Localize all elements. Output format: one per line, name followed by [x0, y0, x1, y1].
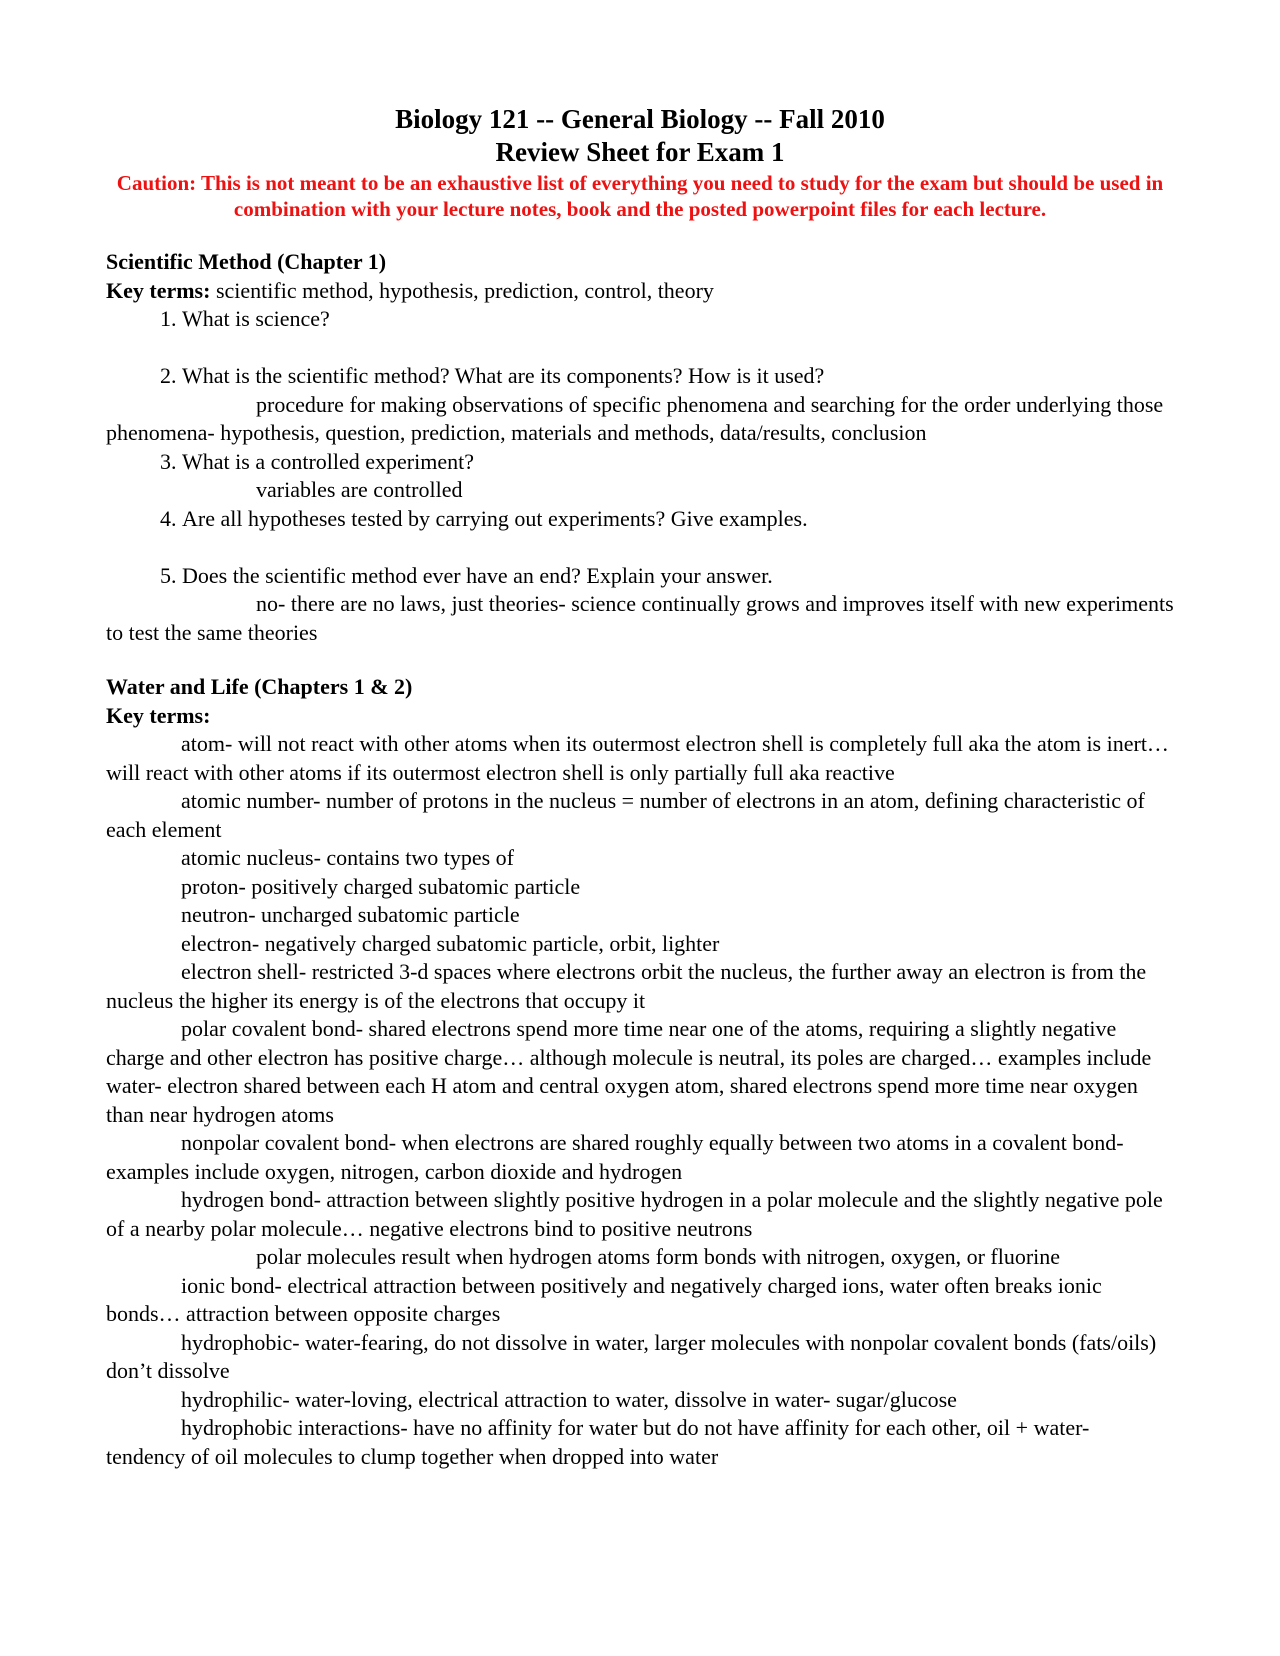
question-text: What is a controlled experiment? [182, 448, 474, 474]
term-atomic-nucleus: atomic nucleus- contains two types of [181, 845, 514, 870]
key-terms-line [106, 277, 1174, 306]
key-terms-label: Key terms: [106, 277, 211, 303]
term-electron: electron- negatively charged subatomic particle, orbit, lighter [181, 930, 720, 956]
term-proton: proton- positively charged subatomic particle [181, 873, 581, 899]
key-terms-list: scientific method, hypothesis, prediction, control, theory [210, 277, 714, 303]
caution-notice: Caution: This is not meant to be an exhaustive list of everything you need to study for the exam but should be used in combination with your lecture notes, book and the posted powerpoint files for each lecture. [116, 171, 1164, 221]
answer-2: procedure for making observations of specific phenomena and searching for the order underlying those phenomena- hypothesis, question, prediction, materials and methods, data/results, conclusion [106, 391, 1164, 445]
question-2 [182, 362, 1174, 391]
question-list [106, 305, 1174, 391]
term-hydrophilic: hydrophilic- water-loving, electrical attraction to water, dissolve in water- sugar/glucose [181, 1386, 957, 1412]
term-nonpolar-covalent-bond: nonpolar covalent bond- when electrons are shared roughly equally between two atoms in a covalent bond- examples include oxygen, nitrogen, carbon dioxide and hydrogen [106, 1130, 1124, 1184]
section-heading-water-and-life: Water and Life (Chapters 1 & 2) [106, 674, 413, 699]
term-polar-covalent-bond: polar covalent bond- shared electrons spend more time near one of the atoms, requiring a slightly negative charge and other electron has positive charge… although molecule is neutral, its poles are charged… examples include water- electron shared between each H atom and central oxygen atom, shared electrons spend more time near oxygen than near hydrogen atoms [106, 1016, 1152, 1127]
question-text: What is the scientific method? What are its components? How is it used? [182, 363, 825, 388]
term-hydrophobic-interactions: hydrophobic interactions- have no affinity for water but do not have affinity for each other, oil + water- tendency of oil molecules to clump together when dropped into water [106, 1415, 1090, 1469]
answer-5: no- there are no laws, just theories- science continually grows and improves itself with new experiments to test the same theories [106, 591, 1174, 645]
term-hydrophobic: hydrophobic- water-fearing, do not dissolve in water, larger molecules with nonpolar covalent bonds (fats/oils) don’t dissolve [106, 1329, 1157, 1383]
question-3 [182, 448, 1174, 477]
document-title: Biology 121 -- General Biology -- Fall 2010 [395, 104, 885, 134]
term-atomic-number: atomic number- number of protons in the nucleus = number of electrons in an atom, defining characteristic of each element [106, 788, 1145, 842]
question-4 [182, 505, 1174, 562]
question-text: Does the scientific method ever have an end? Explain your answer. [182, 562, 773, 588]
term-hydrogen-bond: hydrogen bond- attraction between slightly positive hydrogen in a polar molecule and the slightly negative pole of a nearby polar molecule… negative electrons bind to positive neutrons [106, 1187, 1163, 1241]
term-ionic-bond: ionic bond- electrical attraction between positively and negatively charged ions, water often breaks ionic bonds… attraction between opposite charges [106, 1272, 1102, 1326]
term-hydrogen-bond-note: polar molecules result when hydrogen atoms form bonds with nitrogen, oxygen, or fluorine [256, 1244, 1061, 1269]
key-terms-definitions [106, 730, 1174, 1471]
key-terms-label: Key terms: [106, 702, 211, 728]
question-5 [182, 562, 1174, 591]
answer-3: variables are controlled [256, 477, 463, 502]
section-heading-scientific-method: Scientific Method (Chapter 1) [106, 249, 387, 274]
question-list-cont [106, 448, 1174, 477]
question-text: Are all hypotheses tested by carrying out experiments? Give examples. [182, 505, 808, 531]
term-neutron: neutron- uncharged subatomic particle [181, 902, 520, 927]
document-subtitle: Review Sheet for Exam 1 [495, 137, 785, 167]
question-list-cont-2 [106, 505, 1174, 591]
term-electron-shell: electron shell- restricted 3-d spaces where electrons orbit the nucleus, the further away an electron is from the nucleus the higher its energy is of the electrons that occupy it [106, 959, 1147, 1013]
term-atom: atom- will not react with other atoms when its outermost electron shell is completely full aka the atom is inert… will react with other atoms if its outermost electron shell is only partially full aka reactive [106, 731, 1169, 785]
question-1 [182, 305, 1174, 362]
question-text: What is science? [182, 306, 330, 331]
